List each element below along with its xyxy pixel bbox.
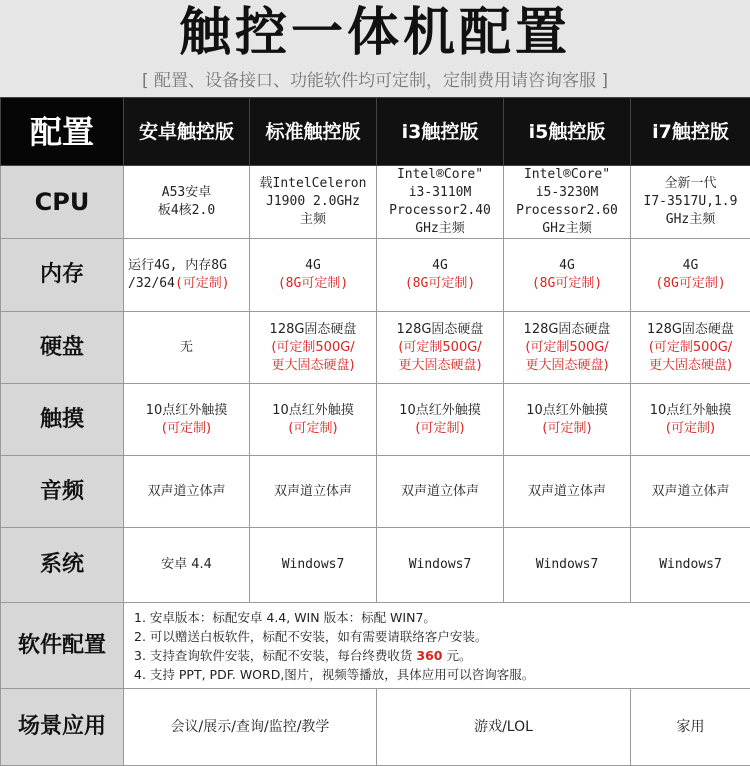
memory-i5: 4G (8G可定制): [504, 239, 631, 312]
cpu-row: [1, 166, 750, 239]
disk-i7: 128G固态硬盘 (可定制500G/ 更大固态硬盘): [631, 312, 750, 384]
header-corner: 配置: [1, 98, 124, 166]
software-row: [1, 603, 750, 689]
audio-i3: 双声道立体声: [377, 456, 504, 528]
disk-standard: 128G固态硬盘 (可定制500G/ 更大固态硬盘): [250, 312, 377, 384]
header-row: [1, 98, 750, 166]
page-subtitle: [ 配置、设备接口、功能软件均可定制，定制费用请咨询客服 ]: [141, 71, 609, 91]
scene-office: 会议/展示/查询/监控/教学: [124, 689, 377, 766]
touch-android: 10点红外触摸 (可定制): [124, 384, 250, 456]
software-notes: [124, 603, 750, 689]
scene-home: 家用: [631, 689, 750, 766]
software-note-2: 2. 可以赠送白板软件，标配不安装，如有需要请联络客户安装。: [134, 628, 488, 644]
system-label: 系统: [1, 528, 124, 603]
software-note-4: 4. 支持 PPT, PDF. WORD,图片，视频等播放，具体应用可以咨询客服。: [134, 666, 535, 682]
memory-row: [1, 239, 750, 312]
price-highlight: 360: [416, 647, 443, 663]
audio-android: 双声道立体声: [124, 456, 250, 528]
header-standard: 标准触控版: [250, 98, 377, 166]
audio-row: [1, 456, 750, 528]
page-title: 触控一体机配置: [178, 3, 571, 63]
cpu-i7: 全新一代 I7-3517U,1.9 GHz主频: [631, 166, 750, 239]
disk-i5: 128G固态硬盘 (可定制500G/ 更大固态硬盘): [504, 312, 631, 384]
software-note-3: 3. 支持查询软件安装，标配不安装，每台终费收货 360 元。: [134, 647, 472, 663]
system-i7: Windows7: [631, 528, 750, 603]
memory-standard: 4G (8G可定制): [250, 239, 377, 312]
audio-label: 音频: [1, 456, 124, 528]
header-android: 安卓触控版: [124, 98, 250, 166]
system-android: 安卓 4.4: [124, 528, 250, 603]
disk-label: 硬盘: [1, 312, 124, 384]
cpu-android: A53安卓 板4核2.0: [124, 166, 250, 239]
scene-label: 场景应用: [1, 689, 124, 766]
system-row: [1, 528, 750, 603]
header-i7: i7触控版: [631, 98, 750, 166]
system-standard: Windows7: [250, 528, 377, 603]
cpu-label: CPU: [1, 166, 124, 239]
touch-label: 触摸: [1, 384, 124, 456]
memory-i7: 4G (8G可定制): [631, 239, 750, 312]
software-label: 软件配置: [1, 603, 124, 689]
audio-i5: 双声道立体声: [504, 456, 631, 528]
config-table: [0, 97, 750, 766]
disk-i3: 128G固态硬盘 (可定制500G/ 更大固态硬盘): [377, 312, 504, 384]
disk-row: [1, 312, 750, 384]
touch-row: [1, 384, 750, 456]
system-i3: Windows7: [377, 528, 504, 603]
touch-i5: 10点红外触摸 (可定制): [504, 384, 631, 456]
scene-gaming: 游戏/LOL: [377, 689, 631, 766]
memory-i3: 4G (8G可定制): [377, 239, 504, 312]
header-i3: i3触控版: [377, 98, 504, 166]
memory-label: 内存: [1, 239, 124, 312]
touch-i3: 10点红外触摸 (可定制): [377, 384, 504, 456]
system-i5: Windows7: [504, 528, 631, 603]
disk-android: 无: [124, 312, 250, 384]
audio-standard: 双声道立体声: [250, 456, 377, 528]
cpu-standard: 载IntelCeleron J1900 2.0GHz 主频: [250, 166, 377, 239]
cpu-i3: Intel®Core" i3-3110M Processor2.40 GHz主频: [377, 166, 504, 239]
software-note-1: 1. 安卓版本：标配安卓 4.4, WIN 版本：标配 WIN7。: [134, 609, 436, 625]
memory-android: 运行4G, 内存8G /32/64(可定制): [124, 239, 250, 312]
header-i5: i5触控版: [504, 98, 631, 166]
touch-i7: 10点红外触摸 (可定制): [631, 384, 750, 456]
touch-standard: 10点红外触摸 (可定制): [250, 384, 377, 456]
cpu-i5: Intel®Core" i5-3230M Processor2.60 GHz主频: [504, 166, 631, 239]
scene-row: [1, 689, 750, 766]
audio-i7: 双声道立体声: [631, 456, 750, 528]
